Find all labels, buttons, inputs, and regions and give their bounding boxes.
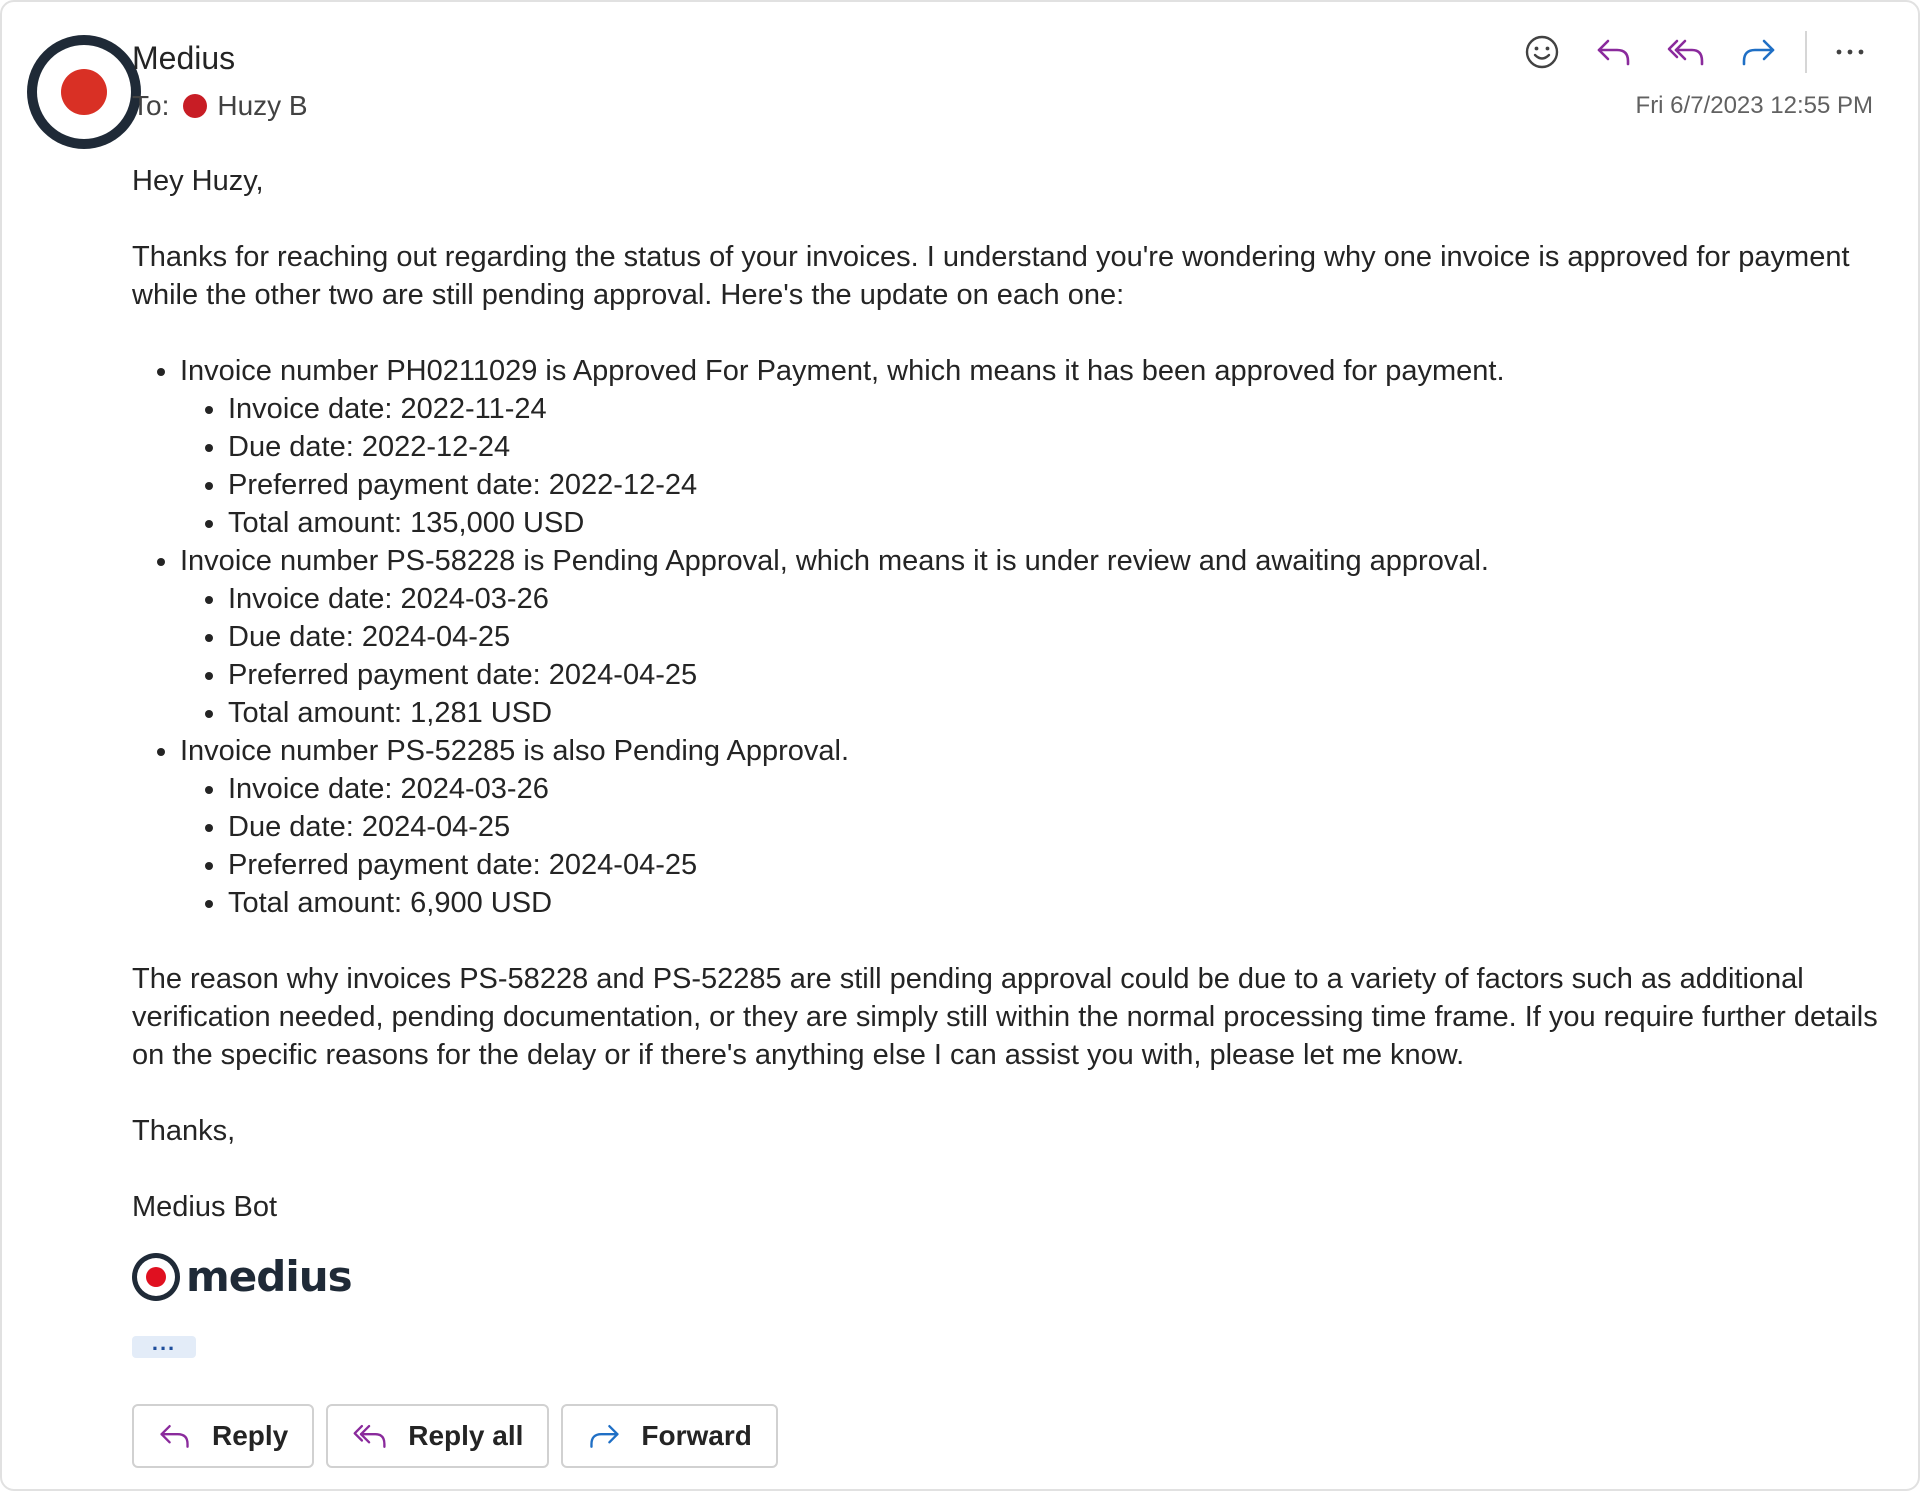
invoice-details bbox=[180, 390, 1902, 542]
invoice-detail: • Preferred payment date: 2024-04-25 bbox=[228, 656, 1902, 694]
invoice-detail: • Invoice date: 2024-03-26 bbox=[228, 580, 1902, 618]
more-icon[interactable] bbox=[1825, 27, 1875, 77]
message-body bbox=[132, 162, 1902, 1264]
invoice-list bbox=[132, 352, 1902, 922]
invoice-details bbox=[180, 770, 1902, 922]
show-trimmed-content-button[interactable]: ... bbox=[132, 1336, 196, 1358]
signoff: Thanks, bbox=[132, 1115, 236, 1147]
invoice-detail: • Due date: 2024-04-25 bbox=[228, 808, 1902, 846]
reply-icon bbox=[158, 1421, 192, 1451]
invoice-detail: • Total amount: 1,281 USD bbox=[228, 694, 1902, 732]
signature-name: Medius Bot bbox=[132, 1191, 278, 1223]
reply-all-button[interactable] bbox=[326, 1404, 549, 1468]
greeting: Hey Huzy, bbox=[132, 165, 264, 197]
medius-logo bbox=[132, 1252, 352, 1301]
invoice-detail: • Due date: 2022-12-24 bbox=[228, 428, 1902, 466]
reply-all-button-label: Reply all bbox=[408, 1420, 524, 1451]
invoice-detail: • Preferred payment date: 2022-12-24 bbox=[228, 466, 1902, 504]
message-actions-toolbar bbox=[1517, 27, 1897, 77]
invoice-detail: • Due date: 2024-04-25 bbox=[228, 618, 1902, 656]
to-label: To: bbox=[132, 90, 170, 121]
sender-name[interactable]: Medius bbox=[132, 40, 236, 76]
invoice-details bbox=[180, 580, 1902, 732]
invoice-item bbox=[180, 352, 1902, 542]
invoice-item bbox=[180, 542, 1902, 732]
forward-button-label: Forward bbox=[641, 1420, 752, 1451]
invoice-detail: • Invoice date: 2024-03-26 bbox=[228, 770, 1902, 808]
forward-button[interactable] bbox=[561, 1404, 777, 1468]
recipient-name[interactable]: Huzy B bbox=[217, 90, 308, 121]
toolbar-divider bbox=[1805, 31, 1807, 73]
invoice-detail: • Preferred payment date: 2024-04-25 bbox=[228, 846, 1902, 884]
reply-button[interactable] bbox=[132, 1404, 314, 1468]
medius-logo-wordmark: medius bbox=[186, 1252, 352, 1301]
invoice-item bbox=[180, 732, 1902, 922]
reply-button-label: Reply bbox=[212, 1420, 289, 1451]
reply-icon[interactable] bbox=[1589, 27, 1639, 77]
logo-dot bbox=[146, 1267, 166, 1287]
reply-all-icon[interactable] bbox=[1661, 27, 1711, 77]
forward-icon[interactable] bbox=[1733, 27, 1783, 77]
forward-icon bbox=[587, 1421, 621, 1451]
message-timestamp: Fri 6/7/2023 12:55 PM bbox=[1635, 92, 1873, 119]
reason-paragraph: The reason why invoices PS-58228 and PS-52285 are still pending approval could be due to a variety of factors such as additional verification needed, pending documentation, or they are simply still within the normal processing time frame. If you require further details on the specific reasons for the delay or if there's anything else I can assist you with, please let me know. bbox=[132, 963, 1878, 1071]
emoji-icon[interactable] bbox=[1517, 27, 1567, 77]
invoice-detail: • Invoice date: 2022-11-24 bbox=[228, 390, 1902, 428]
avatar-dot bbox=[61, 69, 107, 115]
recipient-row bbox=[132, 90, 308, 122]
invoice-detail: • Total amount: 6,900 USD bbox=[228, 884, 1902, 922]
quick-reply-bar bbox=[132, 1404, 790, 1468]
invoice-summary: Invoice number PS-52285 is also Pending Approval. bbox=[180, 735, 850, 767]
recipient-avatar bbox=[183, 94, 207, 118]
reply-all-icon bbox=[352, 1421, 388, 1451]
sender-avatar[interactable] bbox=[27, 35, 141, 149]
invoice-detail: • Total amount: 135,000 USD bbox=[228, 504, 1902, 542]
medius-logo-mark bbox=[132, 1253, 180, 1301]
invoice-summary: Invoice number PH0211029 is Approved For Payment, which means it has been approved for payment. bbox=[180, 355, 1505, 387]
invoice-summary: Invoice number PS-58228 is Pending Approval, which means it is under review and awaiting approval. bbox=[180, 545, 1489, 577]
intro-paragraph: Thanks for reaching out regarding the status of your invoices. I understand you're wondering why one invoice is approved for payment while the other two are still pending approval. Here's the update on each one: bbox=[132, 241, 1850, 311]
